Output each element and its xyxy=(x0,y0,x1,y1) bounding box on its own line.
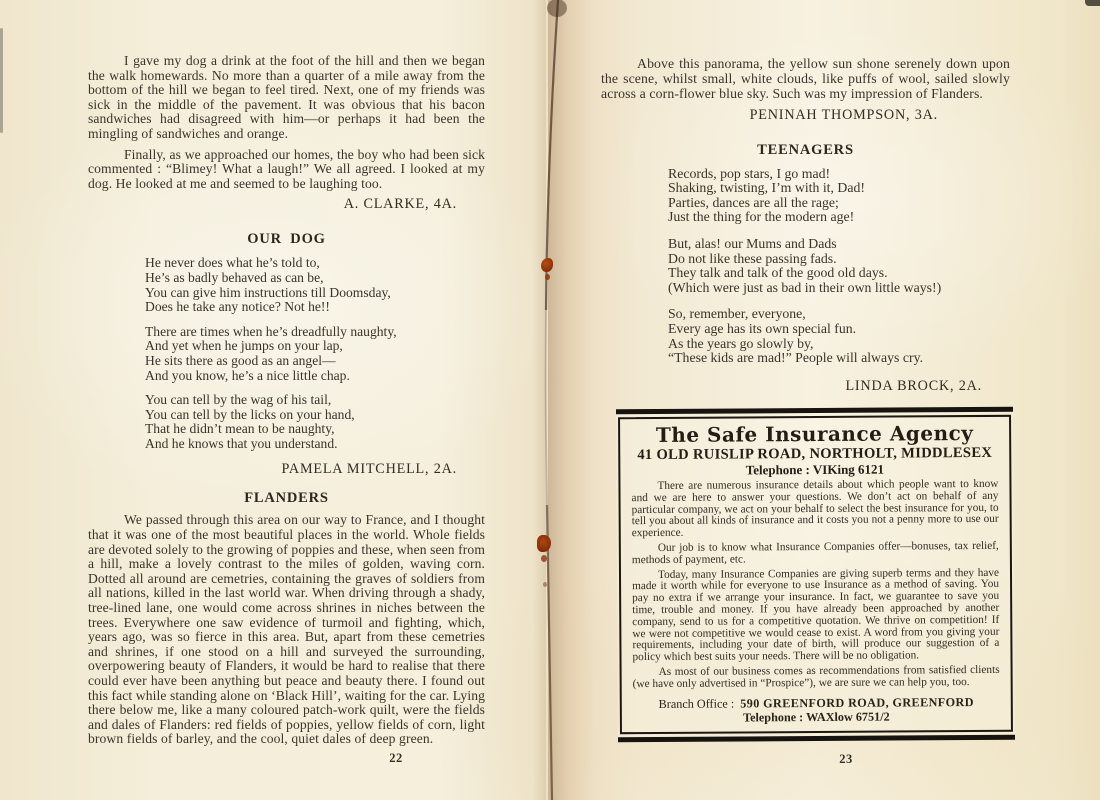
heading-teenagers: TEENAGERS xyxy=(757,141,854,158)
ad-telephone: Telephone : VIKing 6121 xyxy=(745,461,885,478)
ad-branch-office-line xyxy=(633,694,1000,710)
poem-line: Does he take any notice? Not he!! xyxy=(145,299,330,315)
poem-line: So, remember, everyone, xyxy=(668,306,806,322)
heading-flanders: FLANDERS xyxy=(244,490,329,507)
stanza xyxy=(668,167,1010,225)
poem-line: (Which were just as bad in their own little ways!) xyxy=(668,279,942,295)
story-paragraph-1: I gave my dog a drink at the foot of the hill and then we began the walk homewards. No more than a quarter of a mile away from the bottom of the hill we began to feel tired. Next, one of my friends was sick in the middle of the pavement. It was obvious that his bacon sandwiches had disagreed with him—or perhaps it had been the mingling of sandwiches and orange. xyxy=(88,53,485,141)
spine-left-shading xyxy=(532,0,546,800)
poem-line: You can tell by the wag of his tail, xyxy=(145,392,332,408)
story-paragraph-2: Finally, as we approached our homes, the boy who had been sick commented : “Blimey! What a laugh!” We all agreed. I looked at my dog. He looked at me and seemed to be laughing too. xyxy=(88,146,485,191)
ad-branch-telephone: Telephone : WAXlow 6751/2 xyxy=(743,709,890,724)
ad-branch-address: 590 GREENFORD ROAD, GREENFORD xyxy=(740,694,974,711)
ink-stain xyxy=(537,535,551,552)
ad-address: 41 OLD RUISLIP ROAD, NORTHOLT, MIDDLESEX xyxy=(637,444,993,464)
poem-line: Shaking, twisting, I’m with it, Dad! xyxy=(668,180,865,196)
flanders-end-paragraph: Above this panorama, the yellow sun shone serenely down upon the scene, whilst small, white clouds, like puffs of wool, sailed slowly across a corn-flower blue sky. Such was my impression of Flanders. xyxy=(601,56,1010,102)
poem-line: He’s as badly behaved as can be, xyxy=(145,269,324,285)
stanza xyxy=(668,237,1010,295)
ink-stain xyxy=(545,274,550,280)
poem-line: As the years go slowly by, xyxy=(668,335,814,351)
ad-paragraph-1: There are numerous insurance details about which people want to know and we are here to answer your questions. We don’t act on behalf of any particular company, we act on your behalf to select the best insurance for you, to tell you about all kinds of insurance and it costs you not a penny more to use our experience. xyxy=(631,477,999,540)
poem-line: Just the thing for the modern age! xyxy=(668,209,855,225)
byline-a-clarke: A. CLARKE, 4A. xyxy=(343,196,457,213)
insurance-advertisement xyxy=(616,407,1015,742)
ad-branch-label: Branch Office : xyxy=(658,696,735,711)
stanza xyxy=(145,393,485,451)
stanza xyxy=(145,325,485,383)
ad-title: The Safe Insurance Agency xyxy=(655,421,974,447)
poem-teenagers xyxy=(668,167,1010,366)
byline-pamela-mitchell: PAMELA MITCHELL, 2A. xyxy=(281,461,457,478)
ink-stain xyxy=(541,258,553,272)
poem-line: And you know, he’s a nice little chap. xyxy=(145,367,350,383)
poem-line: And he knows that you understand. xyxy=(145,435,338,451)
stanza xyxy=(145,256,485,314)
poem-line: Every age has its own special fun. xyxy=(668,320,857,336)
flanders-paragraph: We passed through this area on our way to France, and I thought that it was one of the most beautiful places in the world. Whole fields are devoted solely to the growing of poppies and these, when seen from a hill, make a lovely contrast to the miles of golden, waving corn. Dotted all around are cemetries, containing the graves of soldiers from all nations, killed in the last world war. When driving through a shady, tree-lined lane, one would come across shrines in niches between the trees. Everywhere one saw evidence of turmoil and fighting, which, years ago, was so fierce in this area. But, apart from these cemetries and shrines, if one stood on a hill and surveyed the surrounding, overpowering beauty of Flanders, it would be hard to realise that there could ever have been anything but peace and beauty there. I found out this fact while standing alone on ‘Black Hill’, waiting for the car. Lying there below me, like a many coloured patch-work quilt, were the fields and dales of Flanders: red fields of poppies, yellow fields of corn, light brown fields of barley, and the cool, quiet dales of deep green. xyxy=(88,512,485,747)
poem-line: There are times when he’s dreadfully naughty, xyxy=(145,323,397,339)
byline-peninah-thompson: PENINAH THOMPSON, 3A. xyxy=(749,106,938,123)
heading-our-dog: OUR DOG xyxy=(247,231,326,248)
poem-line: Parties, dances are all the rage; xyxy=(668,194,839,210)
poem-line: He sits there as good as an angel— xyxy=(145,352,336,368)
poem-line: But, alas! our Mums and Dads xyxy=(668,235,837,251)
ad-paragraph-4: As most of our business comes as recommendations from satisfied clients (we have only advertised in “Prospice”), we are sure we can help you, too. xyxy=(632,663,1000,690)
poem-line: You can give him instructions till Doomsday, xyxy=(145,284,391,300)
ad-paragraph-2: Our job is to know what Insurance Companies offer—bonuses, tax relief, methods of payment, etc. xyxy=(631,539,999,566)
poem-our-dog xyxy=(145,256,485,451)
scan-edge-mark xyxy=(0,28,3,133)
byline-linda-brock: LINDA BROCK, 2A. xyxy=(845,377,982,394)
right-page xyxy=(601,56,1010,395)
poem-line: And yet when he jumps on your lap, xyxy=(145,338,343,354)
ad-paragraph-3: Today, many Insurance Companies are giving superb terms and they have made it worth while for everyone to use Insurance as a method of saving. You pay no extra if we arrange your insurance. In fact, we guarantee to save you time, trouble and money. If you have already been approached by another company, send to us for a competitive quotation. We thrive on competition! If we were not competitive we would cease to exist. A word from you giving your requirements, including your date of birth, will produce our suggestion of a policy which best suits your needs. There will be no obligation. xyxy=(632,566,1000,664)
page-number-left: 22 xyxy=(389,751,403,765)
poem-line: That he didn’t mean to be naughty, xyxy=(145,421,335,437)
poem-line: Do not like these passing fads. xyxy=(668,250,837,266)
spine-shadow xyxy=(548,0,594,800)
ad-frame xyxy=(618,415,1013,734)
poem-line: “These kids are mad!” People will always cry. xyxy=(668,350,924,366)
poem-line: He never does what he’s told to, xyxy=(145,255,320,271)
scan-edge-mark xyxy=(1085,0,1100,6)
poem-line: Records, pop stars, I go mad! xyxy=(668,165,831,181)
stanza xyxy=(668,307,1010,365)
poem-line: You can tell by the licks on your hand, xyxy=(145,406,355,422)
poem-line: They talk and talk of the good old days. xyxy=(668,265,888,281)
page-number-right: 23 xyxy=(839,752,853,766)
ink-stain xyxy=(541,555,547,562)
left-page xyxy=(88,54,485,747)
ink-stain xyxy=(543,582,547,587)
